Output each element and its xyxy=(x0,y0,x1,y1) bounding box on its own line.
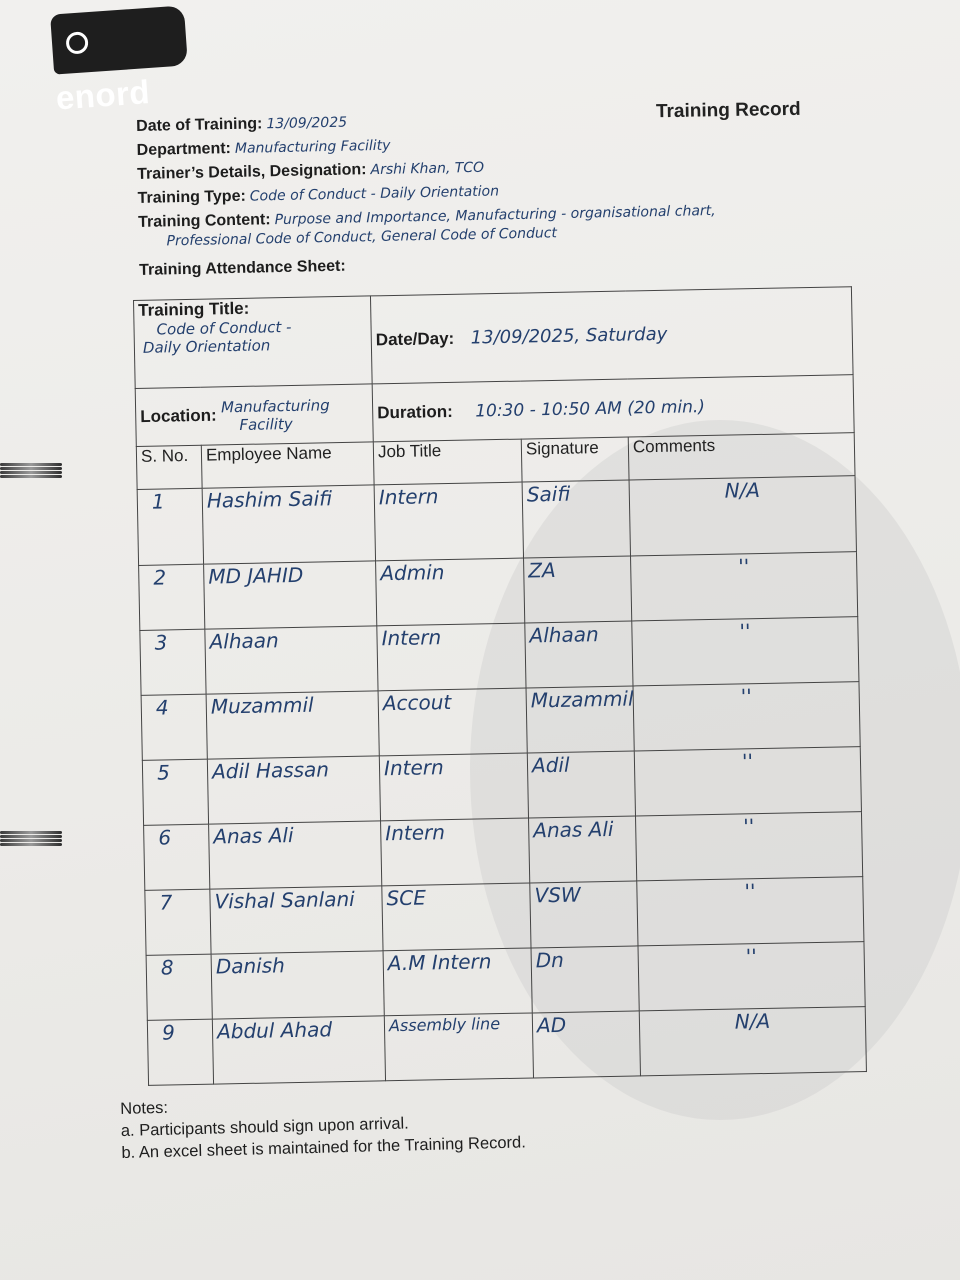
row-employee-name: Danish xyxy=(211,951,384,1019)
location-cell: Location: Manufacturing Facility xyxy=(135,384,373,447)
row-job-title: Intern xyxy=(377,623,526,691)
row-sno: 7 xyxy=(145,889,211,955)
date-day-value: 13/09/2025, Saturday xyxy=(470,323,668,349)
row-job-title: Admin xyxy=(376,558,525,626)
column-header: Job Title xyxy=(373,439,522,485)
row-sno: 5 xyxy=(142,759,208,825)
row-signature: Anas Ali xyxy=(529,816,637,883)
logo-mark-icon xyxy=(65,31,88,54)
row-sno: 9 xyxy=(147,1019,213,1085)
location-value-2: Facility xyxy=(239,414,293,434)
department-value: Manufacturing Facility xyxy=(234,137,391,157)
training-content: Training Content: Purpose and Importance, Manufacturing - organisational chart, xyxy=(138,202,716,231)
department: Department: Manufacturing Facility xyxy=(136,137,391,159)
duration-value: 10:30 - 10:50 AM (20 min.) xyxy=(475,396,706,421)
training-title-cell: Training Title: Code of Conduct - Daily Orientation xyxy=(134,296,373,389)
row-sno: 4 xyxy=(141,694,207,760)
row-comment: N/A xyxy=(639,1007,866,1076)
training-content-value-1: Purpose and Importance, Manufacturing - organisational chart, xyxy=(274,202,716,229)
row-comment: N/A xyxy=(629,476,856,556)
row-employee-name: Vishal Sanlani xyxy=(210,886,383,954)
date-of-training: Date of Training: 13/09/2025 xyxy=(136,114,348,135)
row-sno: 8 xyxy=(146,954,212,1020)
table-row xyxy=(137,476,856,566)
row-job-title: A.M Intern xyxy=(383,948,532,1016)
notes-heading: Notes: xyxy=(120,1098,169,1118)
row-signature: VSW xyxy=(530,881,638,948)
row-sno: 1 xyxy=(137,488,203,565)
training-title-value-1: Code of Conduct - xyxy=(156,317,292,339)
attendance-table xyxy=(133,286,867,1086)
duration-cell: Duration: 10:30 - 10:50 AM (20 min.) xyxy=(372,375,854,442)
row-sno: 2 xyxy=(139,564,205,630)
binder-ring xyxy=(0,462,62,484)
document-title: Training Record xyxy=(655,98,801,123)
training-header xyxy=(136,106,717,286)
column-header: Comments xyxy=(628,433,855,480)
row-employee-name: MD JAHID xyxy=(204,561,377,629)
notes-section xyxy=(120,1087,526,1164)
row-comment: '' xyxy=(632,617,859,686)
row-comment: '' xyxy=(636,812,863,881)
training-type: Training Type: Code of Conduct - Daily Orientation xyxy=(137,183,500,207)
training-title-row xyxy=(134,287,854,389)
row-employee-name: Abdul Ahad xyxy=(212,1016,385,1084)
row-job-title: Accout xyxy=(378,688,527,756)
row-signature: ZA xyxy=(524,556,632,623)
row-sno: 6 xyxy=(144,824,210,890)
date-day-cell: Date/Day: 13/09/2025, Saturday xyxy=(370,287,853,384)
row-signature: Muzammil xyxy=(526,686,634,753)
binder-ring xyxy=(0,830,62,852)
row-signature: Adil xyxy=(527,751,635,818)
row-comment: '' xyxy=(638,942,865,1011)
row-employee-name: Alhaan xyxy=(205,626,378,694)
column-header: Signature xyxy=(521,437,629,482)
row-signature: Saifi xyxy=(522,480,630,558)
attendance-sheet xyxy=(133,286,866,1090)
row-comment: '' xyxy=(631,552,858,621)
row-sno: 3 xyxy=(140,629,206,695)
row-signature: Alhaan xyxy=(525,621,633,688)
row-comment: '' xyxy=(637,877,864,946)
training-title-value-2: Daily Orientation xyxy=(142,336,271,357)
company-logo: enord xyxy=(50,5,188,74)
row-comment: '' xyxy=(633,682,860,751)
row-employee-name: Anas Ali xyxy=(209,821,382,889)
note-b: b. An excel sheet is maintained for the Training Record. xyxy=(121,1133,527,1162)
date-of-training-value: 13/09/2025 xyxy=(266,114,348,133)
row-job-title: Intern xyxy=(374,482,523,561)
row-signature: Dn xyxy=(531,946,639,1013)
training-type-value: Code of Conduct - Daily Orientation xyxy=(249,183,500,205)
location-value-1: Manufacturing xyxy=(220,395,330,416)
row-job-title: Assembly line xyxy=(384,1013,533,1081)
training-content-value-2: Professional Code of Conduct, General Code of Conduct xyxy=(166,225,558,250)
row-job-title: Intern xyxy=(379,753,528,821)
row-job-title: SCE xyxy=(382,883,531,951)
row-job-title: Intern xyxy=(381,818,530,886)
attendance-sheet-heading: Training Attendance Sheet: xyxy=(139,257,346,279)
row-employee-name: Adil Hassan xyxy=(207,756,380,824)
row-employee-name: Muzammil xyxy=(206,691,379,759)
column-header: S. No. xyxy=(136,445,202,489)
row-comment: '' xyxy=(634,747,861,816)
note-a: a. Participants should sign upon arrival. xyxy=(120,1114,410,1140)
row-signature: AD xyxy=(532,1011,640,1078)
row-employee-name: Hashim Saifi xyxy=(202,485,375,564)
column-header: Employee Name xyxy=(201,442,374,488)
trainer-value: Arshi Khan, TCO xyxy=(370,159,485,179)
table-row xyxy=(147,1007,866,1086)
trainer-details: Trainer’s Details, Designation: Arshi Khan, TCO xyxy=(137,159,485,183)
